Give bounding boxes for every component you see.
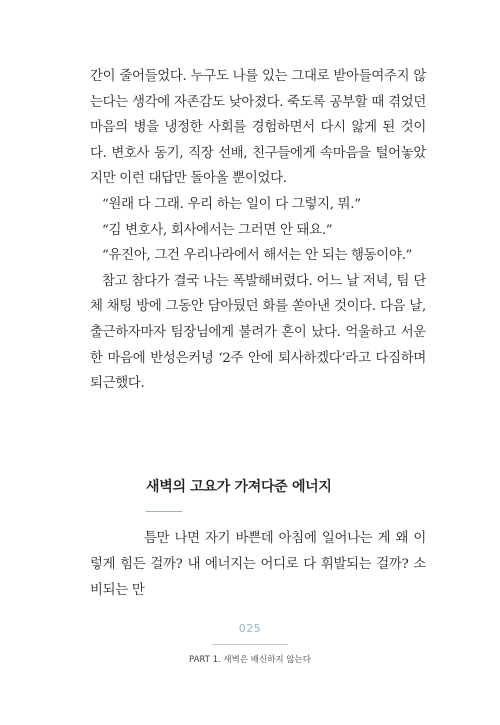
running-footer: PART 1. 새벽은 배신하지 않는다	[189, 655, 311, 665]
paragraph: 간이 줄어들었다. 누구도 나를 있는 그대로 받아들여주지 않는다는 생각에 자존감도 낮아졌다. 죽도록 공부할 때 겪었던 마음의 병을 냉정한 사회를 경험하면서 다시 앓게 된 것이다. 변호사 동기, 직장 선배, 친구들에게 속마음을 털어놓았지만 이런 대답만 돌아올 뿐이었다.	[90, 69, 426, 187]
paragraph: 참고 참다가 결국 나는 폭발해버렸다. 어느 날 저녁, 팀 단체 채팅 방에 그동안 담아뒀던 화를 쏟아낸 것이다. 다음 날, 출근하자마자 팀장님에게 불려가 혼이 났다. 억울하고 서운한 마음에 반성은커녕 ‘2주 안에 퇴사하겠다’라고 다짐하며 퇴근했다.	[90, 273, 426, 392]
section-title-underline	[146, 511, 182, 512]
dialogue-line: “유진아, 그건 우리나라에서 해서는 안 되는 행동이야.”	[102, 248, 413, 264]
paragraph: 틈만 나면 자기 바쁜데 아침에 일어나는 게 왜 이렇게 힘든 걸까? 내 에너지는 어디로 다 휘발되는 걸까? 소비되는 만	[90, 531, 426, 598]
footer-divider	[212, 644, 288, 645]
dialogue-line: “김 변호사, 회사에서는 그러면 안 돼요.”	[102, 222, 333, 238]
dialogue-line: “원래 다 그래. 우리 하는 일이 다 그렇지, 뭐.”	[102, 196, 361, 212]
page-number: 025	[238, 622, 262, 635]
body-text	[90, 64, 426, 397]
section-body-text	[90, 526, 426, 604]
section-title: 새벽의 고요가 가져다준 에너지	[146, 479, 332, 495]
